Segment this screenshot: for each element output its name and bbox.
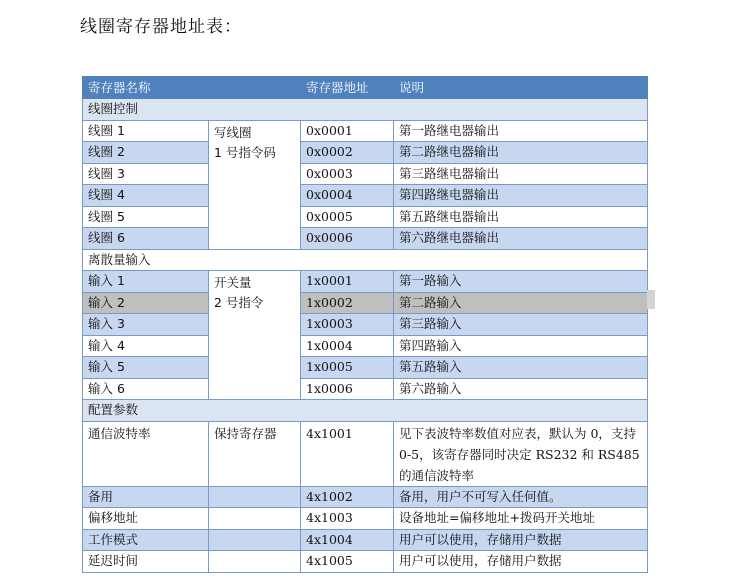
page-heading: 线圈寄存器地址表： [80, 17, 242, 37]
register-address: 0x0005 [301, 206, 394, 228]
register-address: 1x0001 [301, 271, 394, 293]
table-row [83, 486, 648, 508]
section-title: 配置参数 [83, 400, 648, 422]
register-description: 第四路继电器输出 [394, 185, 648, 207]
register-description: 第三路输入 [394, 314, 648, 336]
group-label-line: 开关量 [214, 275, 252, 290]
register-address: 1x0005 [301, 357, 394, 379]
register-name: 线圈 1 [83, 120, 209, 142]
section-title: 离散量输入 [83, 249, 648, 271]
group-cell [209, 551, 301, 573]
group-label-line: 保持寄存器 [214, 425, 277, 441]
register-name: 线圈 3 [83, 163, 209, 185]
register-description: 第六路继电器输出 [394, 228, 648, 250]
section-row-config [83, 400, 648, 422]
table-row-selected[interactable] [83, 292, 648, 314]
register-address: 4x1005 [301, 551, 394, 573]
register-name: 输入 6 [83, 378, 209, 400]
register-address: 0x0002 [301, 142, 394, 164]
group-label-line: 2 号指令 [214, 295, 264, 310]
register-description: 第六路输入 [394, 378, 648, 400]
table-row [83, 357, 648, 379]
register-address: 4x1001 [301, 421, 394, 486]
table-row [83, 314, 648, 336]
register-address-table [82, 76, 648, 573]
group-cell [209, 529, 301, 551]
register-address: 0x0001 [301, 120, 394, 142]
group-label [209, 271, 301, 400]
table-row [83, 206, 648, 228]
group-label-line: 写线圈 [214, 124, 252, 140]
register-name: 输入 3 [83, 314, 209, 336]
register-description: 第一路输入 [394, 271, 648, 293]
header-register-address: 寄存器地址 [301, 77, 394, 99]
register-description: 设备地址=偏移地址+拨码开关地址 [394, 508, 648, 530]
register-description: 第五路输入 [394, 357, 648, 379]
register-description: 用户可以使用，存储用户数据 [394, 529, 648, 551]
register-description: 第一路继电器输出 [394, 120, 648, 142]
register-description: 备用，用户不可写入任何值。 [394, 486, 648, 508]
register-description: 用户可以使用，存储用户数据 [394, 551, 648, 573]
register-name: 偏移地址 [83, 508, 209, 530]
header-description: 说明 [394, 77, 648, 99]
register-address: 4x1003 [301, 508, 394, 530]
table-row [83, 335, 648, 357]
register-description: 第四路输入 [394, 335, 648, 357]
register-name: 输入 1 [83, 271, 209, 293]
register-address: 4x1002 [301, 486, 394, 508]
group-label-line: 1 号指令码 [214, 144, 276, 160]
table-row [83, 508, 648, 530]
register-description: 第三路继电器输出 [394, 163, 648, 185]
register-address: 0x0006 [301, 228, 394, 250]
group-cell [209, 508, 301, 530]
register-address: 4x1004 [301, 529, 394, 551]
register-name: 输入 2 [83, 292, 209, 314]
section-row-input [83, 249, 648, 271]
register-name: 线圈 5 [83, 206, 209, 228]
table-row [83, 228, 648, 250]
register-description: 第二路输入 [394, 292, 648, 314]
table-row [83, 378, 648, 400]
register-name: 输入 5 [83, 357, 209, 379]
table-row [83, 271, 648, 293]
register-name: 备用 [83, 486, 209, 508]
group-label [209, 120, 301, 249]
header-register-name: 寄存器名称 [83, 77, 209, 99]
register-name: 输入 4 [83, 335, 209, 357]
register-address: 1x0004 [301, 335, 394, 357]
section-title: 线圈控制 [83, 99, 648, 121]
header-group [209, 77, 301, 99]
section-row-coil [83, 99, 648, 121]
register-description: 见下表波特率数值对应表，默认为 0，支持 0-5，该寄存器同时决定 RS232 和 RS485 的通信波特率 [394, 421, 648, 486]
group-label [209, 421, 301, 486]
table-row [83, 120, 648, 142]
table-row [83, 421, 648, 486]
table-row [83, 142, 648, 164]
register-address: 1x0003 [301, 314, 394, 336]
register-name: 线圈 6 [83, 228, 209, 250]
register-name: 工作模式 [83, 529, 209, 551]
table-header-row [83, 77, 648, 99]
register-name: 延迟时间 [83, 551, 209, 573]
table-row [83, 551, 648, 573]
register-name: 线圈 4 [83, 185, 209, 207]
register-name: 线圈 2 [83, 142, 209, 164]
table-row [83, 163, 648, 185]
group-cell [209, 486, 301, 508]
register-name: 通信波特率 [83, 421, 209, 486]
register-address: 1x0002 [301, 292, 394, 314]
register-description: 第五路继电器输出 [394, 206, 648, 228]
table-row [83, 529, 648, 551]
register-description: 第二路继电器输出 [394, 142, 648, 164]
register-address: 0x0004 [301, 185, 394, 207]
table-row [83, 185, 648, 207]
register-address: 1x0006 [301, 378, 394, 400]
register-address: 0x0003 [301, 163, 394, 185]
selection-highlight-extension [647, 290, 655, 309]
